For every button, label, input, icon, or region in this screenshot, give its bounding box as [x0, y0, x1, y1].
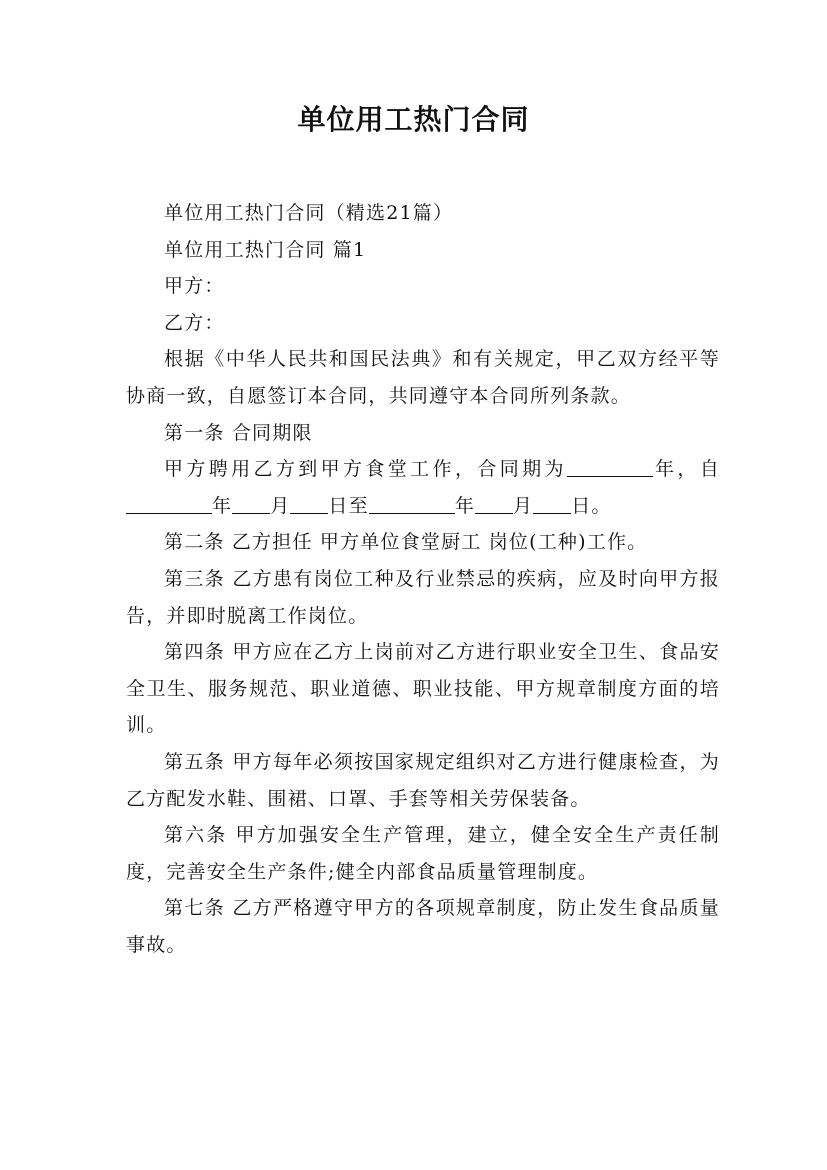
end-year-blank	[369, 493, 455, 514]
end-day-blank	[533, 493, 571, 514]
document-body	[126, 195, 720, 963]
article-1-text-8: 日。	[571, 494, 612, 517]
article-1-paragraph	[126, 451, 720, 524]
end-month-blank	[475, 493, 513, 514]
intro-paragraph: 根据《中华人民共和国民法典》和有关规定，甲乙双方经平等协商一致，自愿签订本合同，共同遵守本合同所列条款。	[126, 348, 720, 407]
document-title: 单位用工热门合同	[297, 103, 530, 136]
contract-term-blank	[567, 456, 653, 477]
article-7-paragraph: 第七条 乙方严格遵守甲方的各项规章制度，防止发生食品质量事故。	[126, 897, 720, 956]
article-1-text-6: 年	[454, 494, 476, 517]
article-6-paragraph: 第六条 甲方加强安全生产管理，建立，健全安全生产责任制度，完善安全生产条件;健全内部食品质量管理制度。	[126, 824, 720, 883]
subtitle: 单位用工热门合同（精选21篇）	[164, 202, 454, 224]
article-5-paragraph: 第五条 甲方每年必须按国家规定组织对乙方进行健康检查，为乙方配发水鞋、围裙、口罩、手套等相关劳保装备。	[126, 750, 720, 810]
article-1-text-4: 月	[270, 494, 291, 517]
start-year-blank	[126, 493, 212, 514]
party-a-label: 甲方：	[164, 275, 225, 298]
article-2-paragraph: 第二条 乙方担任 甲方单位食堂厨工 岗位(工种)工作。	[164, 531, 648, 554]
article-1-text-5: 日至	[328, 494, 369, 517]
article-1-text-3: 年	[212, 494, 233, 517]
article-1-text-1: 甲方聘用乙方到甲方食堂工作，合同期为	[164, 458, 567, 481]
article-1-text-7: 月	[513, 494, 534, 517]
section-heading: 单位用工热门合同 篇1	[164, 238, 367, 261]
article-3-paragraph: 第三条 乙方患有岗位工种及行业禁忌的疾病，应及时向甲方报告，并即时脱离工作岗位。	[126, 567, 720, 627]
start-month-blank	[232, 493, 270, 514]
article-4-paragraph: 第四条 甲方应在乙方上岗前对乙方进行职业安全卫生、食品安全卫生、服务规范、职业道德、职业技能、甲方规章制度方面的培训。	[126, 641, 720, 737]
article-1-text-2: 年，自	[652, 458, 720, 481]
party-b-label: 乙方：	[164, 311, 225, 334]
article-1-heading: 第一条 合同期限	[164, 421, 313, 444]
start-day-blank	[290, 493, 328, 514]
